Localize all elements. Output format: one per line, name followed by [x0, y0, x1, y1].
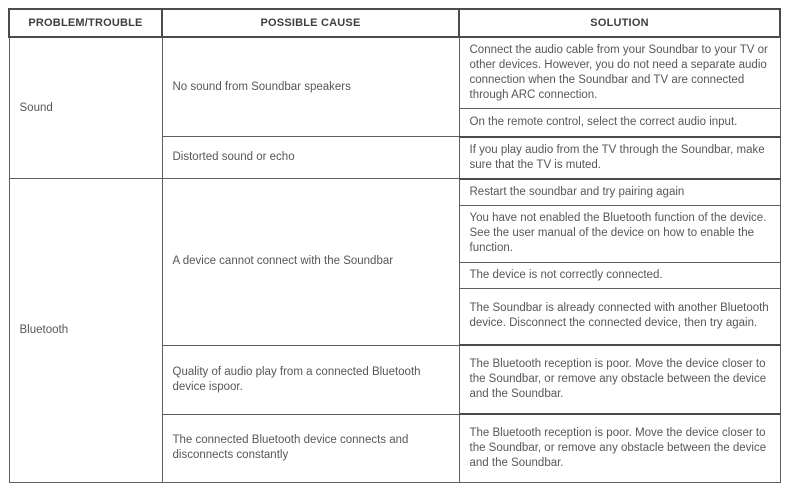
cause-cell: Distorted sound or echo [162, 137, 459, 179]
column-header-solution: SOLUTION [459, 9, 780, 37]
problem-cell-sound: Sound [9, 37, 162, 179]
solution-cell: If you play audio from the TV through the Soundbar, make sure that the TV is muted. [459, 137, 780, 179]
header-row [9, 9, 780, 37]
solution-cell: On the remote control, select the correct audio input. [459, 109, 780, 137]
table-row [9, 179, 780, 206]
cause-cell: Quality of audio play from a connected Bluetooth device ispoor. [162, 345, 459, 414]
solution-cell: Restart the soundbar and try pairing again [459, 179, 780, 206]
problem-cell-bluetooth: Bluetooth [9, 179, 162, 483]
table-row [9, 37, 780, 109]
solution-cell: You have not enabled the Bluetooth function of the device. See the user manual of the device on how to enable the function. [459, 205, 780, 262]
cause-cell: The connected Bluetooth device connects and disconnects constantly [162, 414, 459, 482]
solution-cell: The Soundbar is already connected with another Bluetooth device. Disconnect the connected device, then try again. [459, 288, 780, 345]
solution-cell: The Bluetooth reception is poor. Move the device closer to the Soundbar, or remove any obstacle between the device and the Soundbar. [459, 345, 780, 414]
troubleshooting-table [8, 8, 781, 483]
solution-cell: The device is not correctly connected. [459, 262, 780, 288]
cause-cell: A device cannot connect with the Soundbar [162, 179, 459, 346]
solution-cell: The Bluetooth reception is poor. Move the device closer to the Soundbar, or remove any obstacle between the device and the Soundbar. [459, 414, 780, 482]
column-header-problem: PROBLEM/TROUBLE [9, 9, 162, 37]
solution-cell: Connect the audio cable from your Soundbar to your TV or other devices. However, you do not need a separate audio connection when the Soundbar and TV are connected through ARC connection. [459, 37, 780, 109]
column-header-cause: POSSIBLE CAUSE [162, 9, 459, 37]
cause-cell: No sound from Soundbar speakers [162, 37, 459, 137]
